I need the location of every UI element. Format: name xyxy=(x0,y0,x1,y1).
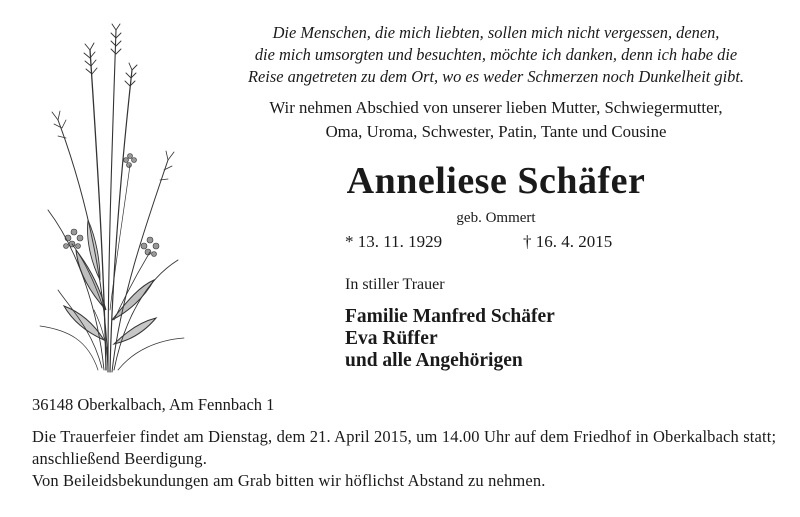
poem-line: Die Menschen, die mich liebten, sollen mich nicht vergessen, denen, xyxy=(272,23,720,42)
deceased-name: Anneliese Schäfer xyxy=(346,160,646,202)
mourners-list xyxy=(345,306,555,372)
poem-line: die mich umsorgten und besuchten, möchte ich danken, denn ich habe die xyxy=(254,45,738,64)
condolence-request: Von Beileidsbekundungen am Grab bitten wir höflichst Abstand zu nehmen. xyxy=(32,471,546,490)
farewell-intro xyxy=(200,96,792,144)
mourning-intro: In stiller Trauer xyxy=(345,276,445,293)
poem-line: Reise angetreten zu dem Ort, wo es weder Schmerzen noch Dunkelheit gibt. xyxy=(247,67,744,86)
birth-date: * 13. 11. 1929 xyxy=(345,232,443,251)
mourner-name: und alle Angehörigen xyxy=(345,350,523,371)
intro-line: Wir nehmen Abschied von unserer lieben Mutter, Schwiegermutter, xyxy=(269,98,723,117)
intro-line: Oma, Uroma, Schwester, Patin, Tante und Cousine xyxy=(325,122,667,141)
mourner-name: Eva Rüffer xyxy=(345,328,438,349)
funeral-details: Die Trauerfeier findet am Dienstag, dem 21. April 2015, um 14.00 Uhr auf dem Friedhof in Oberkalbach statt; anschließend Beerdigung. xyxy=(32,427,777,468)
mourner-name: Familie Manfred Schäfer xyxy=(345,306,555,327)
family-address: 36148 Oberkalbach, Am Fennbach 1 xyxy=(32,395,275,414)
funeral-notice xyxy=(32,426,784,492)
dried-flowers-grass-icon xyxy=(28,10,188,380)
maiden-name: geb. Ommert xyxy=(456,210,536,226)
death-date: † 16. 4. 2015 xyxy=(523,232,613,251)
memorial-poem xyxy=(200,22,792,88)
